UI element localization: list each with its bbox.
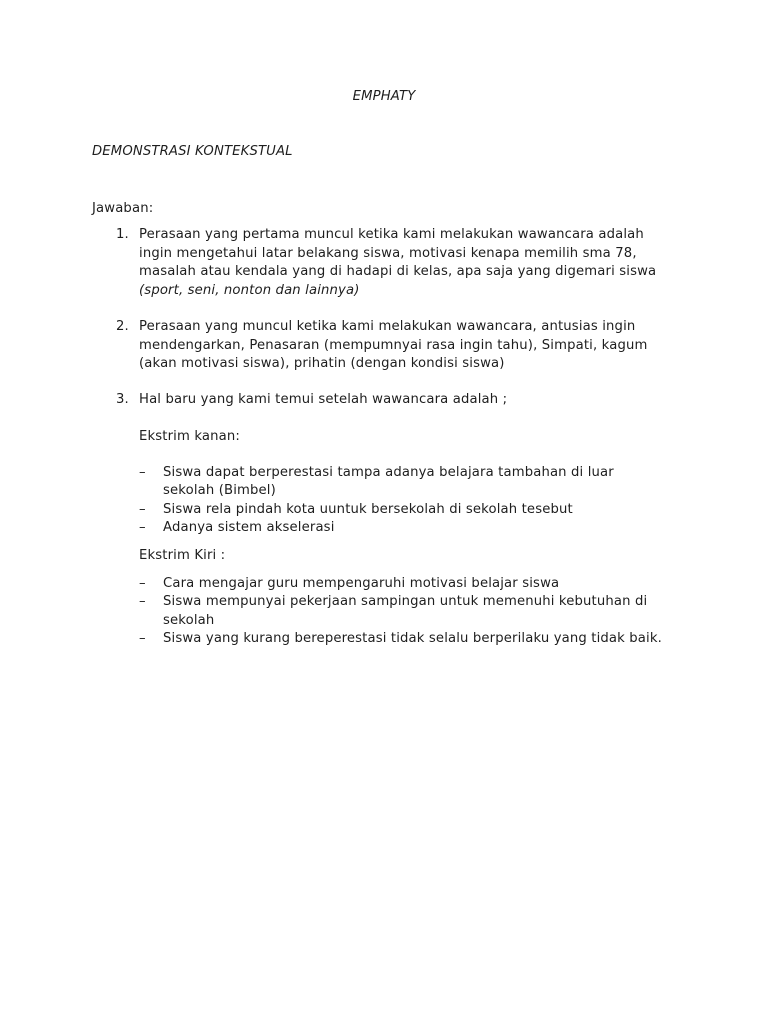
ekstrim-kanan-list bbox=[139, 464, 699, 538]
answer-line: Perasaan yang muncul ketika kami melakukan wawancara, antusias ingin bbox=[139, 319, 636, 334]
answer-line: ingin mengetahui latar belakang siswa, motivasi kenapa memilih sma 78, bbox=[139, 245, 637, 261]
list-item bbox=[139, 501, 699, 519]
ekstrim-kanan-heading: Ekstrim kanan: bbox=[139, 429, 240, 444]
dash-bullet: – bbox=[139, 594, 146, 610]
list-item-line: Siswa dapat berperestasi tampa adanya belajara tambahan di luar bbox=[163, 465, 614, 480]
dash-bullet: – bbox=[139, 501, 146, 517]
answer-line: Hal baru yang kami temui setelah wawancara adalah ; bbox=[139, 392, 508, 407]
list-item-line: sekolah (Bimbel) bbox=[163, 483, 276, 499]
answer-item-3 bbox=[116, 391, 676, 410]
document-title: EMPHATY bbox=[352, 89, 416, 104]
answer-text bbox=[139, 318, 676, 374]
answer-number: 3. bbox=[116, 392, 129, 407]
dash-bullet: – bbox=[139, 576, 146, 591]
answer-line: mendengarkan, Penasaran (mempumnyai rasa ingin tahu), Simpati, kagum bbox=[139, 337, 648, 353]
list-item bbox=[139, 575, 699, 593]
list-item-line: Adanya sistem akselerasi bbox=[163, 520, 335, 536]
document-subtitle: DEMONSTRASI KONTEKSTUAL bbox=[92, 144, 293, 159]
answer-number: 1. bbox=[116, 227, 129, 242]
list-item bbox=[139, 519, 699, 537]
answer-item-2 bbox=[116, 318, 676, 374]
dash-bullet: – bbox=[139, 465, 146, 480]
answer-line: Perasaan yang pertama muncul ketika kami melakukan wawancara adalah bbox=[139, 227, 644, 242]
ekstrim-kiri-heading: Ekstrim Kiri : bbox=[139, 548, 226, 563]
dash-bullet: – bbox=[139, 631, 146, 647]
answer-number: 2. bbox=[116, 319, 129, 334]
list-item bbox=[139, 630, 699, 648]
list-item-line: Siswa rela pindah kota uuntuk bersekolah di sekolah tesebut bbox=[163, 501, 573, 517]
ekstrim-kiri-list bbox=[139, 575, 699, 649]
answers-label: Jawaban: bbox=[92, 201, 154, 216]
answer-line: masalah atau kendala yang di hadapi di kelas, apa saja yang digemari siswa bbox=[139, 264, 657, 280]
answer-item-1 bbox=[116, 226, 676, 300]
list-item-line: sekolah bbox=[163, 612, 215, 628]
list-item bbox=[139, 593, 699, 630]
list-item-line: Cara mengajar guru mempengaruhi motivasi belajar siswa bbox=[163, 576, 560, 591]
list-item-line: Siswa mempunyai pekerjaan sampingan untuk memenuhi kebutuhan di bbox=[163, 594, 648, 610]
answer-line-italic: (sport, seni, nonton dan lainnya) bbox=[139, 282, 360, 298]
list-item bbox=[139, 464, 699, 501]
answer-text bbox=[139, 226, 676, 300]
list-item-line: Siswa yang kurang bereperestasi tidak selalu berperilaku yang tidak baik. bbox=[163, 631, 662, 647]
dash-bullet: – bbox=[139, 520, 146, 536]
answer-text bbox=[139, 391, 676, 410]
answer-line: (akan motivasi siswa), prihatin (dengan kondisi siswa) bbox=[139, 356, 505, 372]
